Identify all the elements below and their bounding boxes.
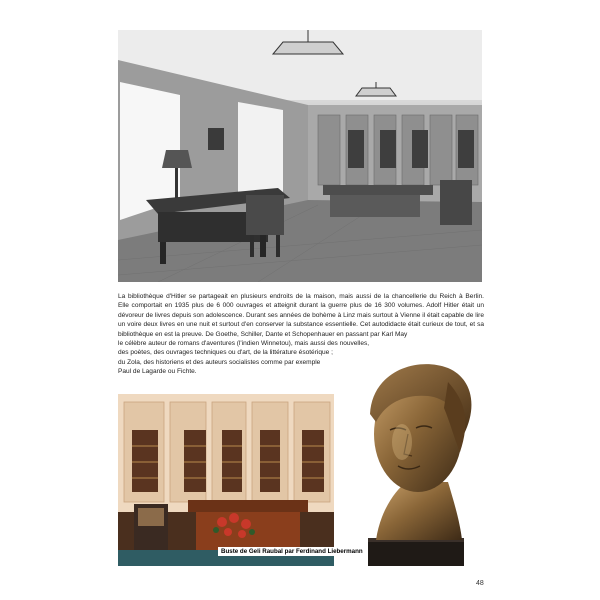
page-number: 48 [476,580,484,587]
body-line-9: Paul de Lagarde ou Fichte. [118,368,197,376]
body-line-3: dévoreur de livres depuis son adolescence. Durant ses années de bohème à Linz mais surtout à Vienne il était capable de lire [118,311,484,319]
body-line-7: des poètes, des ouvrages techniques ou d'art, de la littérature ésotérique ; [118,349,333,357]
library-photo-bw-drawing [118,30,482,282]
library-photo-bw [118,30,482,282]
body-line-1: La bibliothèque d'Hitler se partageait en plusieurs endroits de la maison, mais aussi de la chancellerie du Reich à Berlin. [118,293,484,300]
bronze-bust-photo [336,342,486,568]
bronze-bust-drawing [336,342,486,568]
body-line-4: un voire deux livres en une nuit et surtout d'en conserver la substance essentielle. Cet autodidacte était curieux de tout, et sa [118,321,484,329]
library-photo-color [118,394,334,566]
photo-caption: Buste de Geli Raubal par Ferdinand Liebermann [218,547,366,556]
body-line-5: bibliothèque en est la preuve. De Goethe, Schiller, Dante et Schopenhauer en passant par Karl May [118,330,408,338]
body-line-2: Elle comportait en 1935 plus de 6 000 ouvrages et atteignit durant la guerre plus de 16 300 volumes. Adolf Hitler était un [118,302,484,310]
library-photo-color-drawing [118,394,334,566]
body-line-8: du Zola, des historiens et des auteurs socialistes comme par exemple [118,358,321,366]
body-line-6: le célèbre auteur de romans d'aventures (l'indien Winnetou), mais aussi des nouvelles, [118,340,370,348]
